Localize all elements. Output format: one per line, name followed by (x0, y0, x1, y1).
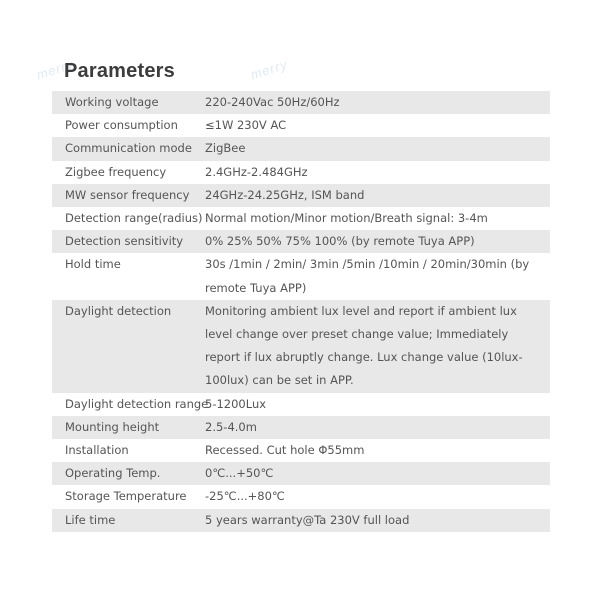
table-row (52, 137, 550, 160)
table-row (52, 207, 550, 230)
row-value: Normal motion/Minor motion/Breath signal: 3-4m (205, 211, 488, 226)
row-label: Life time (65, 512, 116, 527)
row-value: ZigBee (205, 141, 246, 156)
row-value: 5 years warranty@Ta 230V full load (205, 512, 410, 527)
table-row (52, 439, 550, 462)
row-value: -25℃...+80℃ (205, 489, 285, 504)
row-label: Communication mode (65, 141, 192, 156)
table-row (52, 184, 550, 207)
row-label: Storage Temperature (65, 489, 187, 504)
row-label: Hold time (65, 257, 121, 272)
row-value: 0℃...+50℃ (205, 466, 274, 481)
table-row (52, 300, 550, 393)
row-label: Power consumption (65, 118, 178, 133)
watermark-logo: merry (34, 56, 76, 83)
row-value: 220-240Vac 50Hz/60Hz (205, 95, 340, 109)
row-value: Monitoring ambient lux level and report if ambient lux level change over preset change value; Immediately report if lux abruptly change. Lux change value (10lux-100lux) can be set in APP. (205, 303, 523, 388)
parameters-table (52, 91, 550, 532)
row-label: Working voltage (65, 95, 159, 109)
watermark-logo: merry (248, 56, 290, 83)
row-value: 24GHz-24.25GHz, ISM band (205, 187, 365, 202)
table-row (52, 509, 550, 532)
table-row (52, 393, 550, 416)
row-value: 2.4GHz-2.484GHz (205, 164, 308, 179)
row-label: Zigbee frequency (65, 164, 167, 179)
row-value: 0% 25% 50% 75% 100% (by remote Tuya APP) (205, 234, 475, 249)
row-label: MW sensor frequency (65, 187, 190, 202)
page-title: Parameters (64, 60, 175, 82)
row-value: 2.5-4.0m (205, 419, 257, 434)
row-value: ≤1W 230V AC (205, 118, 287, 133)
table-row (52, 485, 550, 508)
row-label: Mounting height (65, 419, 160, 434)
table-row (52, 161, 550, 184)
row-label: Operating Temp. (65, 466, 161, 481)
table-row (52, 230, 550, 253)
row-value: 5-1200Lux (205, 396, 267, 411)
table-row (52, 462, 550, 485)
table-row (52, 253, 550, 299)
row-label: Detection sensitivity (65, 234, 184, 249)
row-value: Recessed. Cut hole Φ55mm (205, 443, 365, 458)
row-label: Daylight detection range (65, 396, 209, 411)
table-row (52, 114, 550, 137)
row-value: 30s /1min / 2min/ 3min /5min /10min / 20min/30min (by remote Tuya APP) (205, 257, 530, 295)
row-label: Installation (65, 443, 129, 458)
row-label: Daylight detection (65, 303, 172, 318)
row-label: Detection range(radius) (65, 211, 203, 226)
table-row (52, 416, 550, 439)
table-row (52, 91, 550, 114)
